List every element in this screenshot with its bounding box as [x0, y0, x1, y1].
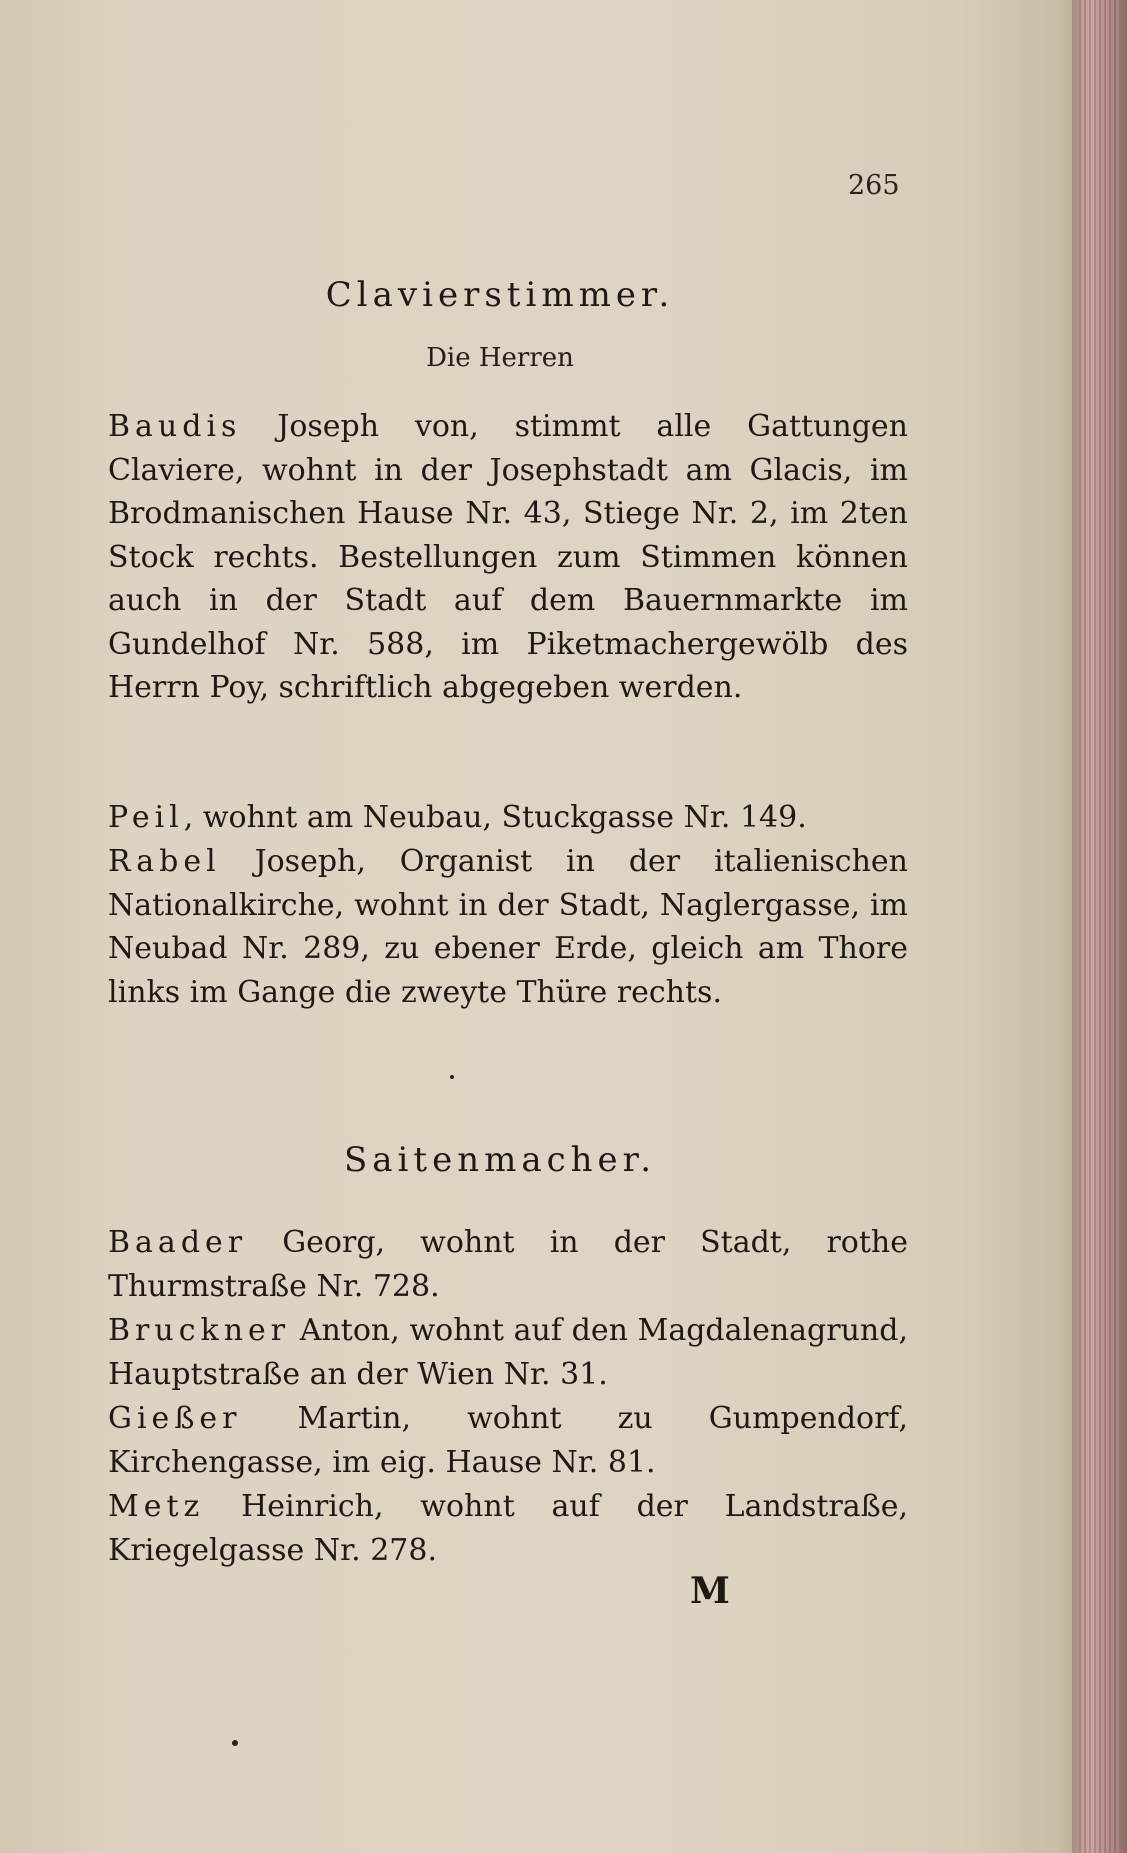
section-subheading: Die Herren	[426, 343, 574, 373]
entry-text: Martin, wohnt zu Gumpendorf, Kirchengasse, im eig. Hause Nr. 81.	[108, 1401, 908, 1480]
entry-text: , wohnt am Neubau, Stuckgasse Nr. 149.	[183, 800, 807, 835]
directory-entry	[108, 1397, 908, 1484]
book-page-edge	[1072, 0, 1127, 1853]
section-heading-clavierstimmer: Clavierstimmer.	[325, 275, 675, 315]
directory-entry	[108, 1221, 908, 1308]
entry-name: Metz	[108, 1489, 205, 1524]
entry-name: Peil	[108, 800, 184, 835]
entry-name: Baudis	[108, 409, 242, 444]
page-edge-lines	[1079, 0, 1119, 1853]
directory-entry	[108, 796, 908, 840]
directory-entry	[108, 1485, 908, 1572]
entry-name: Rabel	[108, 844, 221, 879]
entry-text: Joseph, Organist in der italienischen Nationalkirche, wohnt in der Stadt, Naglergasse, im Neubad Nr. 289, zu ebener Erde, gleich am Thore links im Gange die zweyte Thüre rechts.	[108, 844, 908, 1010]
ink-speck	[450, 1075, 454, 1079]
entry-text: Heinrich, wohnt auf der Landstraße, Kriegelgasse Nr. 278.	[108, 1489, 908, 1568]
entry-text: Georg, wohnt in der Stadt, rothe Thurmstraße Nr. 728.	[108, 1225, 908, 1304]
ink-speck	[232, 1740, 238, 1746]
directory-entry	[108, 405, 908, 710]
section-heading-saitenmacher: Saitenmacher.	[343, 1140, 656, 1180]
catchword: M	[690, 1570, 730, 1612]
directory-entry	[108, 840, 908, 1014]
page-number: 265	[848, 170, 900, 201]
entry-text: Anton, wohnt auf den Magdalenagrund, Hauptstraße an der Wien Nr. 31.	[108, 1313, 908, 1392]
entry-name: Baader	[108, 1225, 248, 1260]
directory-entry	[108, 1309, 908, 1396]
entry-name: Gießer	[108, 1401, 242, 1436]
entry-text: Joseph von, stimmt alle Gattungen Claviere, wohnt in der Josephstadt am Glacis, im Brodmanischen Hause Nr. 43, Stiege Nr. 2, im 2ten Stock rechts. Bestellungen zum Stimmen können auch in der Stadt auf dem Bauernmarkte im Gundelhof Nr. 588, im Piketmachergewölb des Herrn Poy, schriftlich abgegeben werden.	[108, 409, 908, 705]
entry-name: Bruckner	[108, 1313, 291, 1348]
